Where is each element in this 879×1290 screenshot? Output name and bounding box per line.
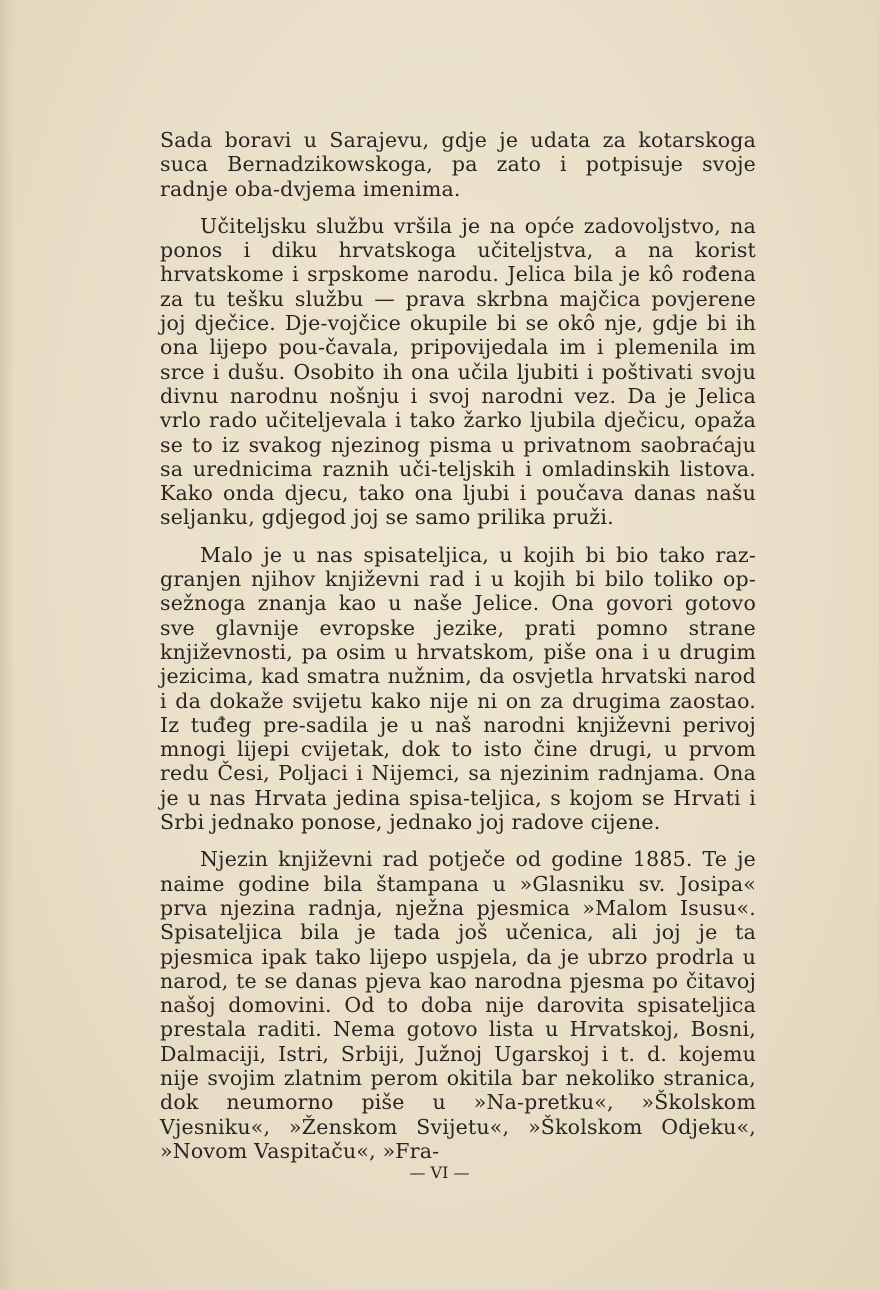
- page-number: — VI —: [409, 1163, 470, 1182]
- paragraph-1: Sada boravi u Sarajevu, gdje je udata za kotarskoga suca Bernadzikowskoga, pa zato i potpisuje svoje radnje oba-dvjema imenima.: [160, 128, 756, 201]
- page-edge-shadow: [0, 0, 14, 1290]
- body-text: [160, 128, 756, 1176]
- paragraph-3: Malo je u nas spisateljica, u kojih bi bio tako raz-granjen njihov književni rad i u kojih bi bilo toliko op-sežnoga znanja kao u naše Jelice. Ona govori gotovo sve glavnije evropske jezike, prati pomno strane književnosti, pa osim u hrvatskom, piše ona i u drugim jezicima, kad smatra nužnim, da osvjetla hrvatski narod i da dokaže svijetu kako nije ni on za drugima zaostao. Iz tuđeg pre-sadila je u naš narodni književni perivoj mnogi lijepi cvijetak, dok to isto čine drugi, u prvom redu Česi, Poljaci i Nijemci, sa njezinim radnjama. Ona je u nas Hrvata jedina spisa-teljica, s kojom se Hrvati i Srbi jednako ponose, jednako joj radove cijene.: [160, 542, 756, 835]
- paragraph-4: Njezin književni rad potječe od godine 1885. Te je naime godine bila štampana u »Glasniku sv. Josipa« prva njezina radnja, nježna pjesmica »Malom Isusu«. Spisateljica bila je tada još učenica, ali joj je ta pjesmica ipak tako lijepo uspjela, da je ubrzo prodrla u narod, te se danas pjeva kao narodna pjesma po čitavoj našoj domovini. Od to doba nije darovita spisateljica prestala raditi. Nema gotovo lista u Hrvatskoj, Bosni, Dalmaciji, Istri, Srbiji, Južnoj Ugarskoj i t. d. kojemu nije svojim zlatnim perom okitila bar nekoliko stranica, dok neumorno piše u »Na-pretku«, »Školskom Vjesniku«, »Ženskom Svijetu«, »Školskom Odjeku«, »Novom Vaspitaču«, »Fra-: [160, 847, 756, 1163]
- paragraph-2: Učiteljsku službu vršila je na opće zadovoljstvo, na ponos i diku hrvatskoga učiteljstva, a na korist hrvatskome i srpskome narodu. Jelica bila je kô rođena za tu tešku službu — prava skrbna majčica povjerene joj dječice. Dje-vojčice okupile bi se okô nje, gdje bi ih ona lijepo pou-čavala, pripovijedala im i plemenila im srce i dušu. Osobito ih ona učila ljubiti i poštivati svoju divnu narodnu nošnju i svoj narodni vez. Da je Jelica vrlo rado učiteljevala i tako žarko ljubila dječicu, opaža se to iz svakog njezinog pisma u privatnom saobraćaju sa urednicima raznih uči-teljskih i omladinskih listova. Kako onda djecu, tako ona ljubi i poučava danas našu seljanku, gdjegod joj se samo prilika pruži.: [160, 213, 756, 530]
